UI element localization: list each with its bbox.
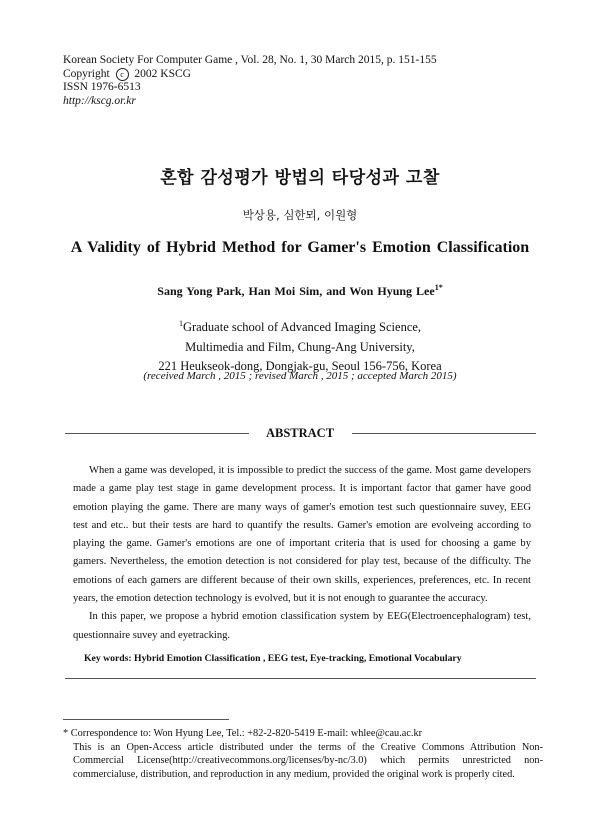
journal-citation: Korean Society For Computer Game , Vol. 28, No. 1, 30 March 2015, p. 151-155 xyxy=(63,54,437,66)
journal-info xyxy=(63,54,437,109)
affiliation-line-1: $^1$Graduate school of Advanced Imaging Science, xyxy=(178,319,422,335)
footnote xyxy=(63,727,543,781)
korean-authors: 박상용, 심한뫼, 이원형 xyxy=(242,208,358,222)
english-title: A Validity of Hybrid Method for Gamer's Emotion Classification xyxy=(70,239,530,256)
license-note: This is an Open-Access article distributed under the terms of the Creative Commons Attribution Non-Commercial License(http://creativecommons.org/licenses/by-nc/3.0) which permits unrestricted non-commercialuse, distribution, and reproduction in any medium, provided the original work is properly cited. xyxy=(73,741,543,780)
author-marker: 1* xyxy=(434,283,443,292)
affiliation-line-3: 221 Heukseok-dong, Dongjak-gu, Seoul 156-756, Korea xyxy=(158,359,442,374)
copyright-suffix: 2002 KSCG xyxy=(134,67,191,80)
affiliation-marker: 1 xyxy=(178,319,183,328)
abstract-paragraph: When a game was developed, it is impossible to predict the success of the game. Most game developers made a game play test stage in game development process. It is important factor that gamer have good emotion playing the game. There are many ways of gamer's emotion test such questionnaire suvey, EEG test and etc.. but their tests are hard to quantify the results. Gamer's emotion are evolveing according to playing the game. Gamer's emotions are one of important criteria that is used for choosing a game by gamers. Nevertheless, the emotion detection is not considered for play test, because of the difficulty. The emotions of each gamers are different because of their own skills, experiences, preferences, etc. In recent years, the emotion detection technology is evolved, but it is not enough to guarantee the accuracy. xyxy=(73,465,531,605)
author-names: Sang Yong Park, Han Moi Sim, and Won Hyung Lee xyxy=(157,284,435,298)
correspondence: * Correspondence to: Won Hyung Lee, Tel.: +82-2-820-5419 E-mail: whlee@cau.ac.kr xyxy=(63,728,423,739)
abstract-body xyxy=(73,462,531,645)
keywords: Key words: Hybrid Emotion Classification , EEG test, Eye-tracking, Emotional Vocabulary xyxy=(84,653,462,664)
abstract-heading: ABSTRACT xyxy=(265,426,335,440)
footnote-rule xyxy=(63,719,229,720)
copyright-icon: c xyxy=(116,68,129,81)
received-dates: (received March , 2015 ; revised March , 2015 ; accepted March 2015) xyxy=(143,370,457,382)
affiliation xyxy=(0,314,600,377)
copyright-prefix: Copyright xyxy=(63,67,110,80)
abstract-paragraph: In this paper, we propose a hybrid emotion classification system by EEG(Electroencephalogram) test, questionnaire suvey and eyetracking. xyxy=(73,611,531,641)
copyright-line xyxy=(63,68,437,82)
korean-title: 혼합 감성평가 방법의 타당성과 고찰 xyxy=(160,168,440,188)
issn: ISSN 1976-6513 xyxy=(63,81,141,94)
affiliation-line-2: Multimedia and Film, Chung-Ang University, xyxy=(185,339,415,354)
abstract-rule-right xyxy=(352,433,536,434)
english-authors xyxy=(0,283,600,299)
keywords-rule xyxy=(65,678,536,679)
journal-url: http://kscg.or.kr xyxy=(63,94,136,107)
